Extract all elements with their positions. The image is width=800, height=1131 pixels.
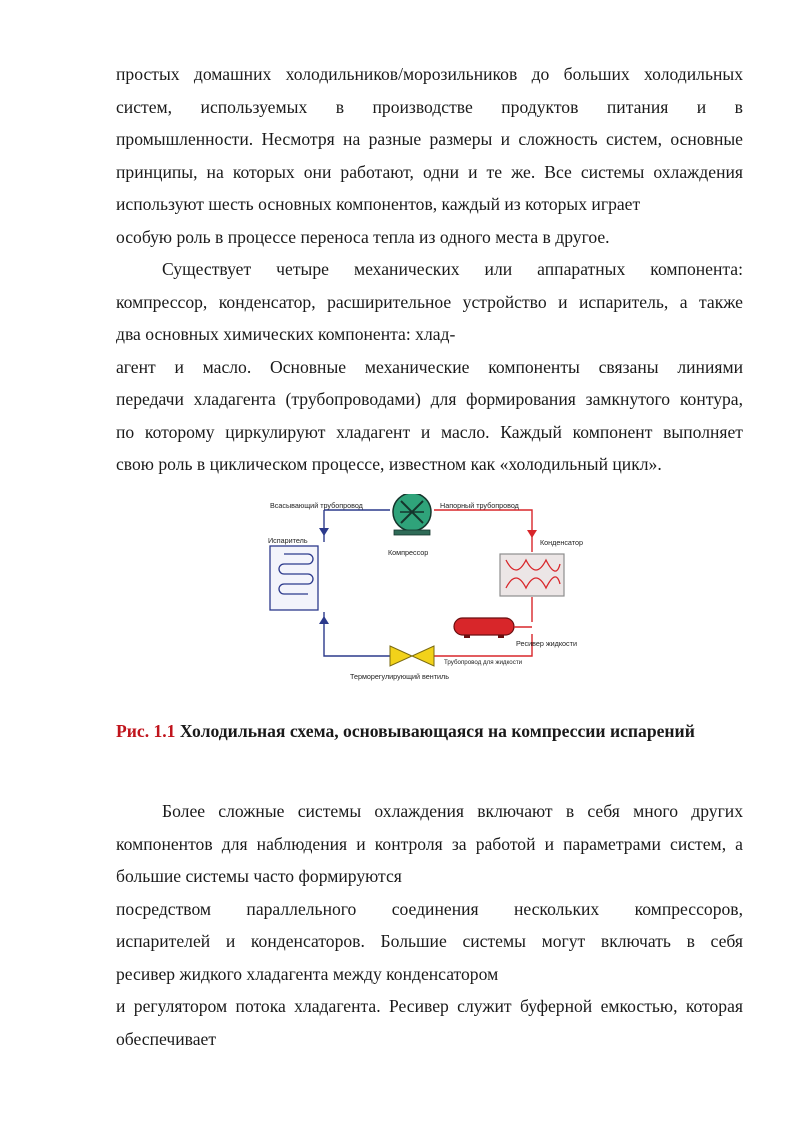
paragraph-line: промышленности. Несмотря на разные размеры и сложность систем, основные bbox=[116, 129, 743, 149]
paragraph-line: используют шесть основных компонентов, каждый из которых играет bbox=[116, 194, 641, 214]
compressor-label: Компрессор bbox=[388, 548, 429, 557]
paragraph-line: по которому циркулируют хладагент и масло. Каждый компонент выполняет bbox=[116, 421, 743, 442]
paragraph-line: компонентов для наблюдения и контроля за работой и параметрами систем, а bbox=[116, 833, 743, 854]
paragraph-line: Более сложные системы охлаждения включают в себя много других bbox=[162, 801, 743, 821]
paragraph-line: принципы, на которых они работают, одни и те же. Все системы охлаждения bbox=[116, 161, 743, 182]
liquid-line-label: Трубопровод для жидкости bbox=[444, 659, 523, 666]
figure-caption bbox=[116, 721, 743, 742]
expansion-valve-label: Терморегулирующий вентиль bbox=[350, 672, 449, 681]
paragraph-line: систем, используемых в производстве продуктов питания и в bbox=[116, 96, 743, 117]
receiver-foot bbox=[464, 635, 470, 638]
receiver-label: Ресивер жидкости bbox=[516, 639, 577, 648]
paragraph-line: простых домашних холодильников/морозильников до больших холодильных bbox=[116, 64, 743, 84]
compressor-base bbox=[394, 530, 430, 535]
paragraph-line: испарителей и конденсаторов. Большие системы могут включать в себя bbox=[116, 931, 743, 951]
figure-caption-text: Холодильная схема, основывающаяся на компрессии испарений bbox=[179, 721, 695, 741]
paragraph-2 bbox=[116, 253, 743, 481]
suction-line-label: Всасывающий трубопровод bbox=[270, 501, 363, 510]
arrow-up-icon bbox=[319, 616, 329, 624]
paragraph-line: Существует четыре механических или аппаратных компонента: bbox=[162, 259, 743, 279]
paragraph-line: агент и масло. Основные механические компоненты связаны линиями bbox=[116, 356, 743, 377]
paragraph-line: обеспечивает bbox=[116, 1028, 217, 1049]
arrow-down-icon bbox=[527, 530, 537, 538]
condenser bbox=[500, 554, 564, 596]
receiver bbox=[454, 618, 514, 635]
paragraph-line: компрессор, конденсатор, расширительное устройство и испаритель, а также bbox=[116, 291, 743, 312]
paragraph-3 bbox=[116, 795, 743, 1055]
paragraph-1 bbox=[116, 58, 743, 253]
paragraph-line: большие системы часто формируются bbox=[116, 866, 402, 886]
paragraph-line: два основных химических компонента: хлад- bbox=[116, 324, 456, 344]
figure-number: Рис. 1.1 bbox=[116, 721, 176, 741]
paragraph-line: свою роль в циклическом процессе, известном как «холодильный цикл». bbox=[116, 454, 662, 474]
discharge-line bbox=[434, 510, 532, 552]
paragraph-line: особую роль в процессе переноса тепла из одного места в другое. bbox=[116, 226, 610, 247]
evaporator-inlet-line bbox=[324, 612, 390, 656]
evaporator-label: Испаритель bbox=[268, 536, 308, 545]
condenser-label: Конденсатор bbox=[540, 538, 583, 547]
expansion-valve bbox=[390, 646, 412, 666]
paragraph-line: посредством параллельного соединения нескольких компрессоров, bbox=[116, 898, 743, 919]
paragraph-line: передачи хладагента (трубопроводами) для формирования замкнутого контура, bbox=[116, 389, 743, 409]
receiver-foot bbox=[498, 635, 504, 638]
expansion-valve bbox=[412, 646, 434, 666]
arrow-down-icon bbox=[319, 528, 329, 536]
paragraph-line: ресивер жидкого хладагента между конденсатором bbox=[116, 963, 499, 984]
paragraph-line: и регулятором потока хладагента. Ресивер служит буферной емкостью, которая bbox=[116, 996, 743, 1016]
discharge-line-label: Напорный трубопровод bbox=[440, 501, 519, 510]
refrigeration-cycle-diagram bbox=[264, 494, 594, 686]
